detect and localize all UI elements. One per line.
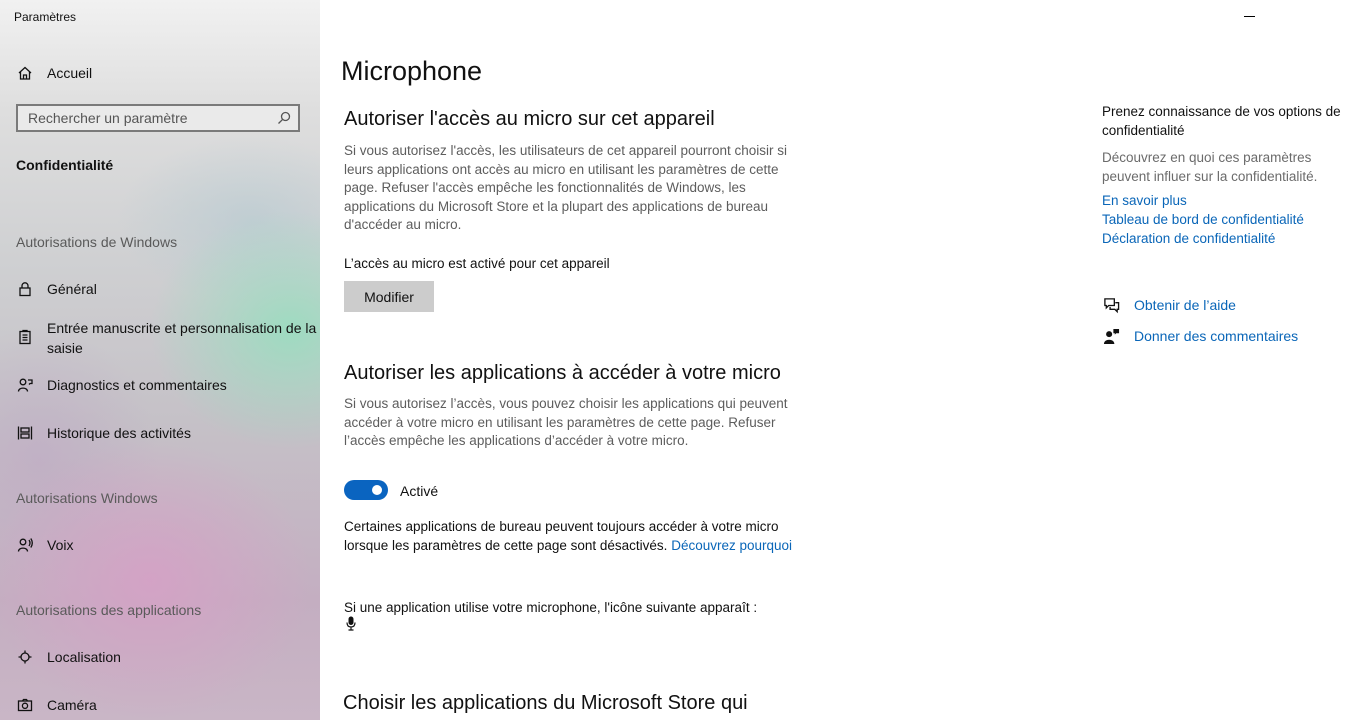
privacy-options-heading: Prenez connaissance de vos options de confidentialité [1102, 104, 1341, 138]
store-apps-heading: Choisir les applications du Microsoft Store qui [343, 692, 748, 714]
clipboard-icon [16, 328, 34, 346]
sidebar-item-label: Entrée manuscrite et personnalisation de la saisie [47, 320, 317, 356]
apps-access-toggle[interactable] [344, 480, 388, 500]
camera-icon [16, 696, 34, 714]
learn-more-link[interactable]: En savoir plus [1102, 193, 1187, 208]
modify-button[interactable]: Modifier [344, 281, 434, 312]
help-chat-icon [1102, 296, 1120, 314]
current-category: Confidentialité [16, 157, 114, 173]
privacy-options-description: Découvrez en quoi ces paramètres peuvent influer sur la confidentialité. [1102, 150, 1318, 184]
sidebar-item-label: Historique des activités [47, 425, 191, 441]
microphone-icon [346, 616, 356, 631]
related-info-panel [1102, 0, 1341, 720]
sidebar-item-label: Accueil [47, 65, 93, 81]
sidebar-item-label: Diagnostics et commentaires [47, 377, 227, 393]
device-access-description: Si vous autorisez l'accès, les utilisateurs de cet appareil pourront choisir si leurs applications ont accès au micro en utilisant les paramètres de cette page. Refuser l'accès empêche les fonctionnalités de Windows, les applications du Microsoft Store et la plupart des applications de bureau d'accéder au micro. [344, 143, 788, 233]
device-access-heading: Autoriser l'accès au micro sur cet appareil [344, 108, 715, 130]
sidebar-item-home[interactable] [16, 64, 92, 82]
apps-access-description: Si vous autorisez l’accès, vous pouvez choisir les applications qui peuvent accéder à votre micro en utilisant les paramètres de cette page. Refuser l’accès empêche les applications d’accéder à votre micro. [344, 396, 788, 449]
get-help-link[interactable] [1102, 296, 1236, 314]
mic-icon-note: Si une application utilise votre microphone, l'icône suivante apparaît : [344, 600, 758, 615]
privacy-dashboard-link[interactable]: Tableau de bord de confidentialité [1102, 212, 1304, 227]
get-help-label: Obtenir de l’aide [1134, 297, 1236, 313]
home-icon [16, 64, 34, 82]
sidebar-item-inking[interactable] [16, 318, 317, 358]
sidebar-item-label: Général [47, 281, 97, 297]
give-feedback-label: Donner des commentaires [1134, 328, 1299, 344]
sidebar-item-speech[interactable] [16, 536, 73, 554]
device-access-status: L’accès au micro est activé pour cet appareil [344, 256, 610, 271]
toggle-knob [372, 485, 382, 495]
search-box[interactable] [16, 104, 300, 132]
sidebar [0, 0, 320, 720]
search-input[interactable] [18, 106, 278, 130]
sidebar-section-title: Autorisations des applications [16, 602, 202, 618]
sidebar-item-location[interactable] [16, 648, 121, 666]
give-feedback-link[interactable] [1102, 327, 1298, 345]
lock-icon [16, 280, 34, 298]
main-content [320, 0, 1341, 720]
sidebar-item-label: Caméra [47, 697, 97, 713]
sidebar-section-title: Autorisations Windows [16, 490, 158, 506]
speech-icon [16, 536, 34, 554]
page-title: Microphone [341, 56, 483, 86]
window-title: Paramètres [14, 10, 77, 24]
feedback-person-icon [1102, 327, 1120, 345]
apps-access-heading: Autoriser les applications à accéder à votre micro [344, 362, 781, 384]
location-icon [16, 648, 34, 666]
learn-why-link[interactable]: Découvrez pourquoi [671, 537, 793, 553]
desktop-apps-note-text: Certaines applications de bureau peuvent toujours accéder à votre micro lorsque les paramètres de cette page sont désactivés. [344, 519, 779, 553]
privacy-statement-link[interactable]: Déclaration de confidentialité [1102, 231, 1276, 246]
person-feedback-icon [16, 376, 34, 394]
toggle-state-label: Activé [400, 483, 439, 499]
sidebar-item-diagnostics[interactable] [16, 376, 227, 394]
sidebar-item-label: Localisation [47, 649, 121, 665]
sidebar-section-title: Autorisations de Windows [16, 234, 178, 250]
sidebar-item-activity-history[interactable] [16, 424, 191, 442]
sidebar-item-general[interactable] [16, 280, 97, 298]
desktop-apps-note [344, 518, 794, 555]
search-icon[interactable] [276, 110, 292, 126]
sidebar-item-label: Voix [47, 537, 74, 553]
timeline-icon [16, 424, 34, 442]
sidebar-item-camera[interactable] [16, 696, 97, 714]
